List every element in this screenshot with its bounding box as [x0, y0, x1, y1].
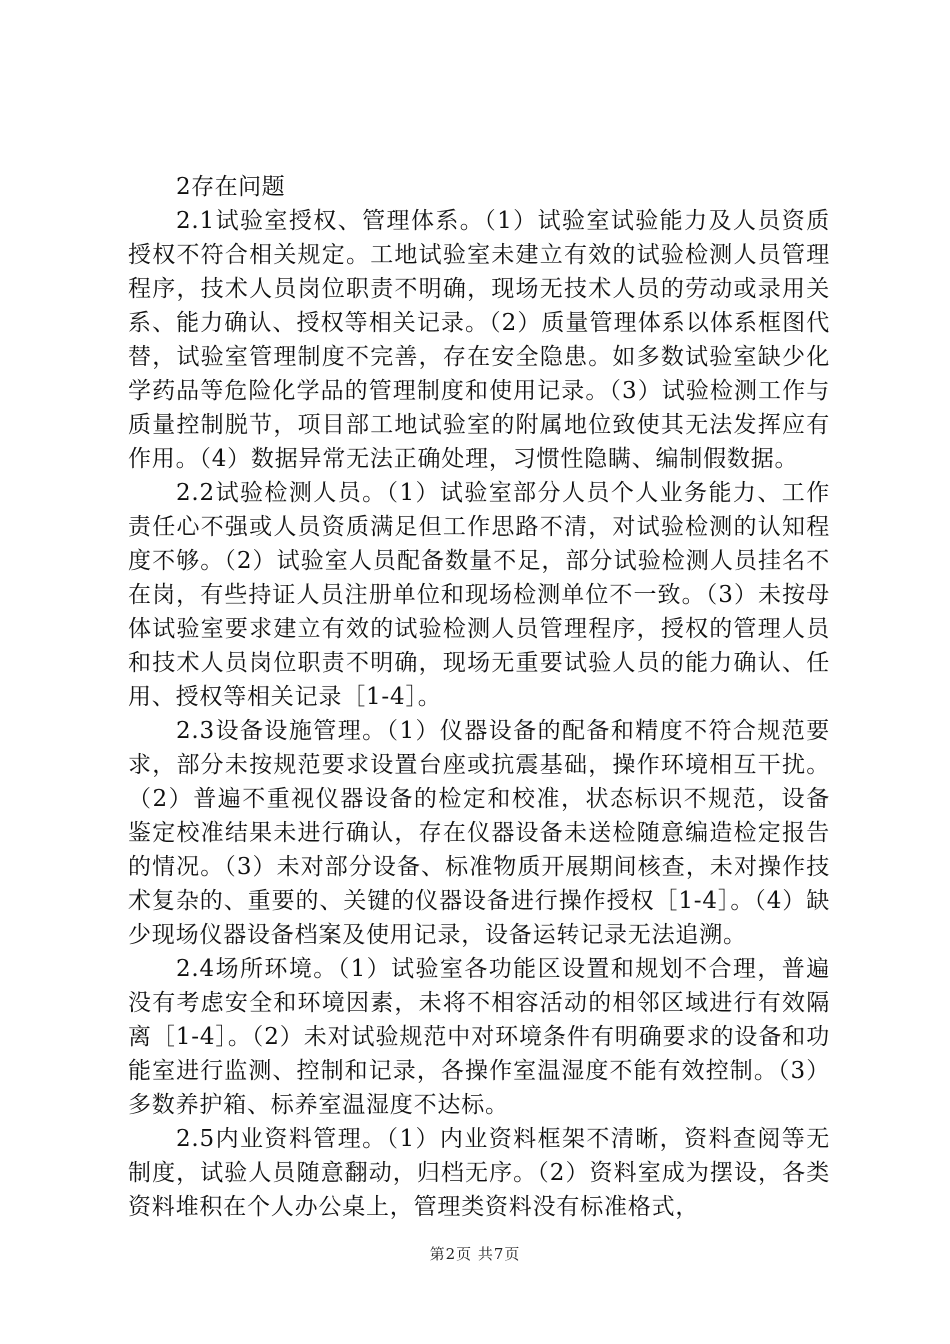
- paragraph-2-3: 2.3设备设施管理。（1）仪器设备的配备和精度不符合规范要求，部分未按规范要求设置台座或抗震基础，操作环境相互干扰。（2）普遍不重视仪器设备的检定和校准，状态标识不规范，设备鉴定校准结果未进行确认，存在仪器设备未送检随意编造检定报告的情况。（3）未对部分设备、标准物质开展期间核查，未对操作技术复杂的、重要的、关键的仪器设备进行操作授权［1-4］。（4）缺少现场仪器设备档案及使用记录，设备运转记录无法追溯。: [128, 718, 830, 948]
- section-heading: 2存在问题: [176, 174, 286, 200]
- paragraph-2-4: 2.4场所环境。（1）试验室各功能区设置和规划不合理，普遍没有考虑安全和环境因素，未将不相容活动的相邻区域进行有效隔离［1-4］。（2）未对试验规范中对环境条件有明确要求的设备和功能室进行监测、控制和记录，各操作室温湿度不能有效控制。（3）多数养护箱、标养室温湿度不达标。: [128, 956, 830, 1118]
- document-body: [128, 170, 830, 1224]
- paragraph-2-5: 2.5内业资料管理。（1）内业资料框架不清晰，资料查阅等无制度，试验人员随意翻动，归档无序。（2）资料室成为摆设，各类资料堆积在个人办公桌上，管理类资料没有标准格式，: [128, 1126, 830, 1220]
- paragraph-2-1: 2.1试验室授权、管理体系。（1）试验室试验能力及人员资质授权不符合相关规定。工地试验室未建立有效的试验检测人员管理程序，技术人员岗位职责不明确，现场无技术人员的劳动或录用关系、能力确认、授权等相关记录。（2）质量管理体系以体系框图代替，试验室管理制度不完善，存在安全隐患。如多数试验室缺少化学药品等危险化学品的管理制度和使用记录。（3）试验检测工作与质量控制脱节，项目部工地试验室的附属地位致使其无法发挥应有作用。（4）数据异常无法正确处理，习惯性隐瞒、编制假数据。: [128, 208, 830, 472]
- page-footer: 第2页 共7页: [429, 1245, 521, 1263]
- paragraph-2-2: 2.2试验检测人员。（1）试验室部分人员个人业务能力、工作责任心不强或人员资质满足但工作思路不清，对试验检测的认知程度不够。（2）试验室人员配备数量不足，部分试验检测人员挂名不在岗，有些持证人员注册单位和现场检测单位不一致。（3）未按母体试验室要求建立有效的试验检测人员管理程序，授权的管理人员和技术人员岗位职责不明确，现场无重要试验人员的能力确认、任用、授权等相关记录［1-4］。: [128, 480, 830, 710]
